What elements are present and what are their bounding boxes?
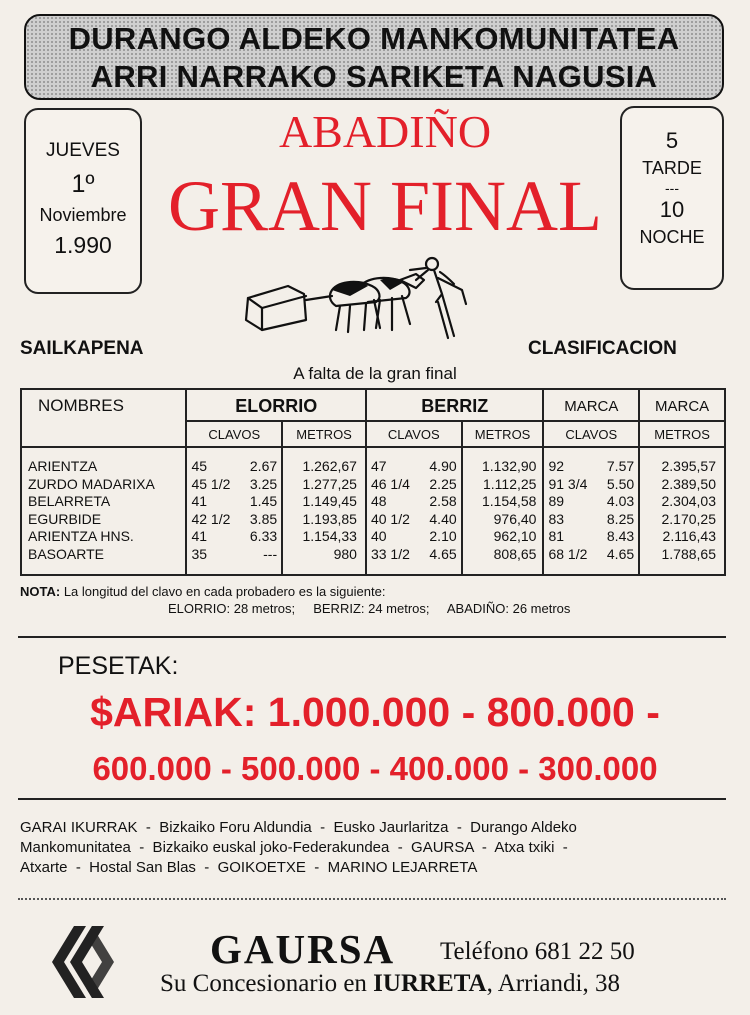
table-row-name: BELARRETA bbox=[28, 493, 111, 509]
footer-address-pre: Su Concesionario en bbox=[160, 970, 374, 997]
sub-header: CLAVOS bbox=[543, 421, 639, 447]
note-label: NOTA: bbox=[20, 584, 61, 599]
cell-metros: 2.304,03 bbox=[661, 493, 716, 509]
sub-header: METROS bbox=[282, 421, 366, 447]
basque-heading: SAILKAPENA bbox=[20, 338, 144, 359]
table-body-row bbox=[21, 447, 725, 575]
elorrio-metros-column bbox=[282, 447, 366, 575]
time-end-label: NOCHE bbox=[639, 227, 705, 247]
cell-extra: 4.90 bbox=[429, 458, 457, 474]
note bbox=[20, 584, 385, 599]
cell-metros: 2.116,43 bbox=[662, 528, 716, 544]
table-row-name: ARIENTZA HNS. bbox=[28, 528, 134, 544]
cell-metros: 2.389,50 bbox=[661, 475, 716, 492]
cell-metros: 1.149,45 bbox=[302, 493, 357, 509]
cell-clavos: 45 bbox=[191, 458, 208, 474]
sub-header: METROS bbox=[462, 421, 544, 447]
note-text: La longitud del clavo en cada probadero es la siguiente: bbox=[63, 584, 386, 599]
prizes-line-2: 600.000 - 500.000 - 400.000 - 300.000 bbox=[92, 750, 658, 787]
table-row-name: ZURDO MADARIXA bbox=[28, 475, 155, 492]
time-start: 5 bbox=[665, 128, 679, 153]
group-header-marca-clavos: MARCA bbox=[543, 389, 639, 421]
cell-metros: 1.112,25 bbox=[483, 475, 537, 492]
cell-extra: 7.57 bbox=[606, 458, 635, 474]
cell-extra: 6.33 bbox=[249, 528, 278, 544]
town-title: ABADIÑO bbox=[278, 106, 492, 157]
cell-clavos: 46 1/4 bbox=[370, 475, 410, 492]
time-end: 10 bbox=[659, 197, 685, 222]
berriz-clavos-column bbox=[366, 447, 462, 575]
results-table bbox=[20, 388, 726, 576]
cell-clavos: 45 1/2 bbox=[191, 475, 231, 492]
marca-metros-column bbox=[639, 447, 725, 575]
date-year: 1.990 bbox=[54, 232, 112, 258]
cell-clavos: 89 bbox=[548, 493, 565, 509]
renault-diamond-icon bbox=[52, 924, 114, 1000]
cell-extra: 5.50 bbox=[606, 475, 635, 492]
time-start-label: TARDE bbox=[642, 158, 702, 178]
header-banner bbox=[24, 14, 724, 100]
footer-brand: GAURSA bbox=[210, 926, 396, 972]
group-header-elorrio: ELORRIO bbox=[186, 389, 366, 421]
cell-metros: 1.193,85 bbox=[302, 510, 357, 527]
cell-metros: 1.132,90 bbox=[481, 458, 537, 474]
date-number: 1º bbox=[71, 170, 95, 198]
footer-address-post: , Arriandi, 38 bbox=[486, 970, 620, 997]
time-box bbox=[620, 106, 724, 290]
cell-clavos: 91 3/4 bbox=[548, 475, 588, 492]
date-month: Noviembre bbox=[39, 205, 127, 225]
cell-metros: 1.154,33 bbox=[302, 528, 357, 544]
table-caption: A falta de la gran final bbox=[293, 364, 457, 383]
cell-clavos: 41 bbox=[191, 528, 208, 544]
cell-clavos: 48 bbox=[370, 493, 387, 509]
cell-clavos: 68 1/2 bbox=[548, 545, 588, 562]
cell-metros: 1.788,65 bbox=[661, 545, 716, 562]
cell-metros: 980 bbox=[333, 545, 357, 562]
cell-clavos: 81 bbox=[548, 528, 565, 544]
cell-clavos: 83 bbox=[548, 510, 565, 527]
cell-clavos: 92 bbox=[548, 458, 565, 474]
cell-extra: 2.10 bbox=[429, 528, 457, 544]
sub-header: METROS bbox=[639, 421, 725, 447]
cell-clavos: 40 bbox=[370, 528, 387, 544]
cell-extra: 3.85 bbox=[249, 510, 278, 527]
cell-metros: 2.170,25 bbox=[661, 510, 716, 527]
footer-address-town: IURRETA bbox=[373, 970, 487, 997]
cell-extra: 2.25 bbox=[429, 475, 457, 492]
divider bbox=[18, 798, 726, 800]
names-header: NOMBRES bbox=[21, 389, 186, 447]
prizes-line-1: $ARIAK: 1.000.000 - 800.000 - bbox=[90, 689, 660, 735]
prizes-label: PESETAK: bbox=[58, 652, 179, 680]
cell-extra: --- bbox=[263, 545, 278, 562]
cell-clavos: 33 1/2 bbox=[370, 545, 410, 562]
cell-extra: 1.45 bbox=[249, 493, 278, 509]
banner-line-2: ARRI NARRAKO SARIKETA NAGUSIA bbox=[90, 59, 658, 94]
sponsors-line-2: Mankomunitatea - Bizkaiko euskal joko-Federakundea - GAURSA - Atxa txiki - bbox=[20, 839, 568, 856]
table-group-header-row bbox=[21, 389, 725, 421]
sponsors-line-1: GARAI IKURRAK - Bizkaiko Foru Aldundia - Eusko Jaurlaritza - Durango Aldeko bbox=[20, 819, 577, 836]
table-row-name: ARIENTZA bbox=[28, 458, 98, 474]
note-lengths: ELORRIO: 28 metros; BERRIZ: 24 metros; ABADIÑO: 26 metros bbox=[168, 601, 571, 616]
table-row-name: BASOARTE bbox=[28, 545, 104, 562]
berriz-metros-column bbox=[462, 447, 544, 575]
sub-header: CLAVOS bbox=[366, 421, 462, 447]
cell-extra: 8.43 bbox=[606, 528, 635, 544]
cell-metros: 976,40 bbox=[493, 510, 537, 527]
cell-extra: 4.40 bbox=[429, 510, 457, 527]
sub-header: CLAVOS bbox=[186, 421, 282, 447]
table-row-name: EGURBIDE bbox=[28, 510, 102, 527]
divider bbox=[18, 636, 726, 638]
cell-extra: 2.67 bbox=[249, 458, 278, 474]
names-column bbox=[21, 447, 186, 575]
footer-phone: Teléfono 681 22 50 bbox=[440, 938, 635, 965]
cell-metros: 1.154,58 bbox=[481, 493, 537, 509]
cell-clavos: 40 1/2 bbox=[370, 510, 410, 527]
time-separator: --- bbox=[665, 180, 679, 196]
cell-clavos: 41 bbox=[191, 493, 208, 509]
group-header-berriz: BERRIZ bbox=[366, 389, 544, 421]
cell-extra: 2.58 bbox=[429, 493, 457, 509]
cell-metros: 2.395,57 bbox=[661, 458, 716, 474]
cell-extra: 4.65 bbox=[606, 545, 635, 562]
marca-clavos-column bbox=[543, 447, 639, 575]
cell-extra: 4.65 bbox=[429, 545, 457, 562]
cell-extra: 4.03 bbox=[606, 493, 635, 509]
cell-extra: 3.25 bbox=[249, 475, 278, 492]
cell-metros: 1.277,25 bbox=[302, 475, 357, 492]
cell-clavos: 42 1/2 bbox=[191, 510, 231, 527]
sponsors-line-3: Atxarte - Hostal San Blas - GOIKOETXE - MARINO LEJARRETA bbox=[20, 859, 478, 876]
group-header-marca-metros: MARCA bbox=[639, 389, 725, 421]
date-day: JUEVES bbox=[46, 140, 120, 161]
cell-metros: 1.262,67 bbox=[302, 458, 357, 474]
oxen-pulling-stone-icon bbox=[240, 250, 470, 346]
event-title: GRAN FINAL bbox=[167, 166, 602, 246]
cell-metros: 808,65 bbox=[493, 545, 537, 562]
date-box bbox=[24, 108, 142, 294]
cell-metros: 962,10 bbox=[493, 528, 537, 544]
cell-extra: 8.25 bbox=[606, 510, 635, 527]
spanish-heading: CLASIFICACION bbox=[528, 338, 677, 359]
cell-clavos: 35 bbox=[191, 545, 208, 562]
footer-address bbox=[160, 970, 620, 998]
divider bbox=[18, 898, 726, 900]
banner-line-1: DURANGO ALDEKO MANKOMUNITATEA bbox=[68, 21, 680, 56]
cell-clavos: 47 bbox=[370, 458, 387, 474]
elorrio-clavos-column bbox=[186, 447, 282, 575]
